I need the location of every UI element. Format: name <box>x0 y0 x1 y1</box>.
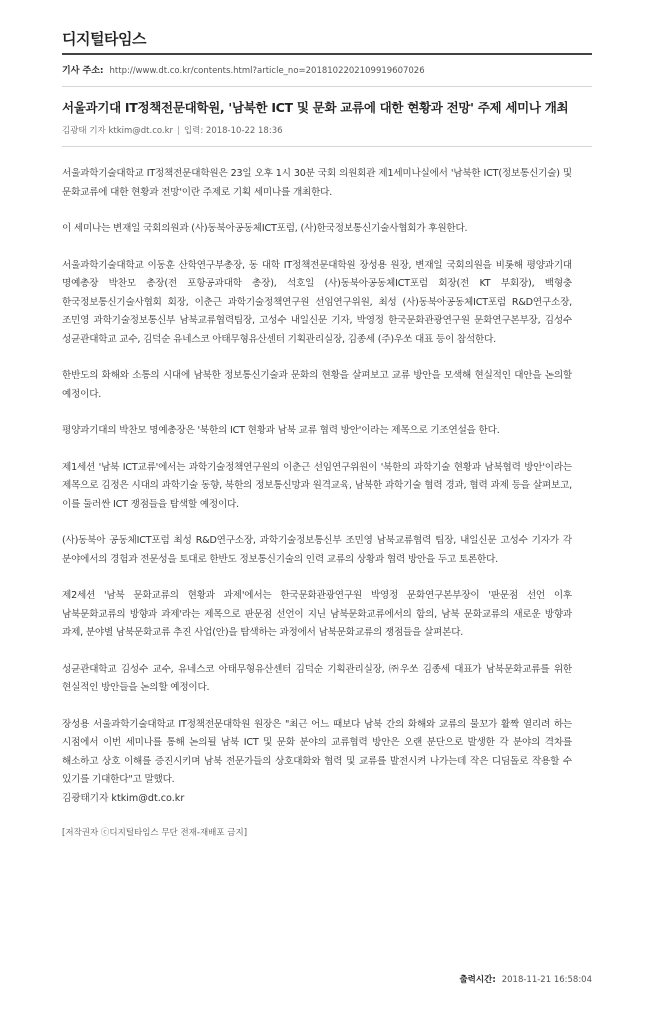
article-body <box>62 165 572 840</box>
article-title: 서울과기대 IT정책전문대학원, '남북한 ICT 및 문화 교류에 대한 현황과 전망' 주제 세미나 개최 <box>62 100 569 115</box>
reporter-signature: 김광태기자 ktkim@dt.co.kr <box>62 792 185 804</box>
print-time-label: 출력시간: <box>459 975 496 985</box>
paragraph-9: 성균관대학교 김성수 교수, 유네스코 아태무형유산센터 김덕순 기획관리실장, ㈜우쏘 김종세 대표가 남북문화교류를 위한 현실적인 방안들을 논의할 예정이다. <box>62 663 572 693</box>
address-label: 기사 주소: <box>62 66 104 76</box>
byline-divider <box>62 146 592 147</box>
byline <box>62 125 592 138</box>
copyright-notice: [저작권자 ⓒ디지털타임스 무단 전재-재배포 금지] <box>62 828 248 838</box>
address-url[interactable]: http://www.dt.co.kr/contents.html?article_no=2018102202109919607026 <box>109 66 425 76</box>
address-divider <box>62 86 592 87</box>
paragraph-7: (사)동북아 공동체ICT포럼 최성 R&D연구소장, 과학기술정보통신부 조민영 남북교류협력 팀장, 내일신문 고성수 기자가 각 분야에서의 경험과 전문성을 토대로 한반도 정보통신기술의 인력 교류의 상황과 협력 방안을 두고 토론한다. <box>62 535 572 565</box>
paragraph-2: 이 세미나는 변재일 국회의원과 (사)동북아공동체ICT포럼, (사)한국정보통신기술사협회가 후원한다. <box>62 223 468 234</box>
brand-logo[interactable]: 디지털타임스 <box>62 30 146 48</box>
paragraph-8: 제2세션 '남북 문화교류의 현황과 과제'에서는 한국문화관광연구원 박영정 문화연구본부장이 '판문점 선언 이후 남북문화교류의 방향과 과제'라는 제목으로 판문점 선언이 지닌 남북문화교류에서의 함의, 남북 문화교류의 새로운 방향과 과제, 분야별 남북문화교류 추진 사업(안)을 탐색하는 과정에서 남북문화교류의 쟁점들을 살펴본다. <box>62 590 572 638</box>
print-time-value: 2018-11-21 16:58:04 <box>501 975 592 985</box>
paragraph-10: 장성용 서울과학기술대학교 IT정책전문대학원 원장은 "최근 어느 때보다 남북 간의 화해와 교류의 물꼬가 활짝 열리려 하는 시점에서 이번 세미나를 통해 논의될 남북 ICT 및 문화 분야의 교류협력 방안은 오랜 분단으로 발생한 각 분야의 격차를 해소하고 상호 이해를 증진시키며 남북 전문가들의 상호대화와 협력 및 교류를 발전시켜 나가는데 작은 디딤돌로 작용할 수 있기를 기대한다"고 말했다. <box>62 718 572 785</box>
byline-date: 입력: 2018-10-22 18:36 <box>183 126 283 136</box>
paragraph-3: 서울과학기술대학교 이동훈 산학연구부총장, 동 대학 IT정책전문대학원 장성용 원장, 변재일 국회의원을 비롯해 평양과기대 명예총장 박찬모 총장(전 포항공과대학 총장), 석호일 (사)동북아공동체ICT포럼 회장(전 KT 부회장), 백형충 한국정보통신기술사협회 회장, 이춘근 과학기술정책연구원 선임연구위원, 최성 (사)동북아공동체ICT포럼 R&D연구소장, 조민영 과학기술정보통신부 남북교류협력팀장, 고성수 내일신문 기자, 박영정 한국문화관광연구원 문화연구본부장, 김성수 성균관대학교 교수, 김덕순 유네스코 아태무형유산센터 기획관리실장, 김종세 (주)우쏘 대표 등이 참석한다. <box>62 259 572 345</box>
paragraph-4: 한반도의 화해와 소통의 시대에 남북한 정보통신기술과 문화의 현황을 살펴보고 교류 방안을 모색해 현실적인 대안을 논의할 예정이다. <box>62 370 572 400</box>
header-divider <box>62 53 592 55</box>
article-address <box>62 64 592 78</box>
byline-author: 김광태 기자 ktkim@dt.co.kr <box>62 126 174 136</box>
paragraph-5: 평양과기대의 박찬모 명예총장은 '북한의 ICT 현황과 남북 교류 협력 방안'이라는 제목으로 기조연설을 한다. <box>62 425 500 436</box>
article-page <box>62 28 592 840</box>
byline-separator: | <box>177 126 180 136</box>
print-time <box>459 973 592 985</box>
paragraph-6: 제1세션 '남북 ICT교류'에서는 과학기술정책연구원의 이춘근 선임연구위원이 '북한의 과학기술 현황과 남북협력 방안'이라는 제목으로 김정은 시대의 과학기술 동향, 북한의 정보통신망과 원격교육, 남북한 과학기술 협력 경과, 협력 과제 등을 살펴보고, 이를 둘러싼 ICT 쟁점들을 탐색할 예정이다. <box>62 461 572 510</box>
paragraph-1: 서울과학기술대학교 IT정책전문대학원은 23일 오후 1시 30분 국회 의원회관 제1세미나실에서 '남북한 ICT(정보통신기술) 및 문화교류에 대한 현황과 전망'이란 주제로 기획 세미나를 개최한다. <box>62 168 572 198</box>
